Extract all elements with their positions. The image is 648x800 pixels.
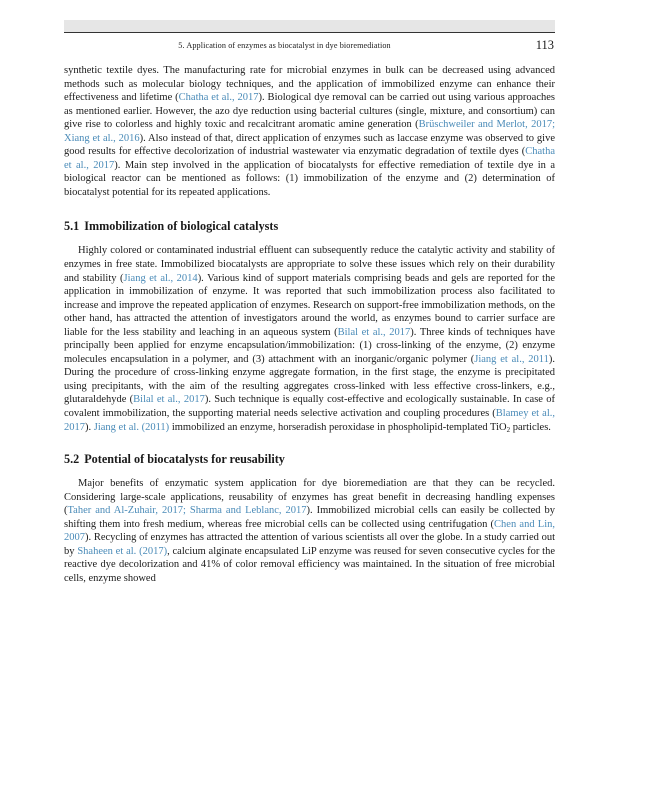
citation-link[interactable]: Bilal et al., 2017 (133, 394, 205, 406)
running-head (64, 38, 555, 54)
citation-link[interactable]: Chatha et al., 2017 (178, 92, 259, 104)
citation-link[interactable]: Taher and Al-Zuhair, 2017; Sharma and Leblanc, 2017 (67, 505, 307, 517)
section-number: 5.1 (64, 219, 80, 234)
header-shade-bar (64, 20, 555, 32)
text-run: Highly colored or contaminated industrial effluent can subsequently reduce the catalytic activity and stability of enzymes in free state. Immobilized biocatalysts are appropriate to solve these issues which rely on their durability and stability ( (64, 245, 555, 284)
text-run: particles. (510, 421, 551, 433)
text-run: ). Various kind of support materials comprising beads and gels are reported for the application in immobilization of enzyme. It was reported that such immobilization process also facilitated to increase and improve the repeated application of enzymes. Research on support-free immobilization methods, on the other hand, has attracted the attention of investigators around the world, as enzymes bound to carrier surface are liable for the less stability and leaching in an aqueous system ( (64, 272, 555, 338)
citation-link[interactable]: Shaheen et al. (2017) (77, 545, 168, 557)
citation-link[interactable]: Jiang et al., 2014 (123, 272, 198, 284)
citation-link[interactable]: Chen and Lin, 2007 (64, 518, 555, 544)
text-run: , calcium alginate encapsulated LiP enzyme was reused for seven consecutive cycles for the reactive dye decolorization and 41% of color removal efficiency was maintained. In the situation of free microbial cells, enzyme showed (64, 545, 556, 584)
section-number: 5.2 (64, 452, 80, 467)
text-run: ). During the procedure of cross-linking enzyme aggregate formation, in the first stage, the enzyme is precipitated using precipitants, with the aim of the resulting aggregates cross-linked with less effective cross-linkers, e.g., glutaraldehyde ( (64, 353, 556, 406)
section-heading-5-2 (64, 452, 555, 467)
text-run: ). Such technique is equally cost-effective and ecologically sustainable. In case of covalent immobilization, the supporting material needs selective activation and coupling procedures ( (64, 394, 555, 420)
text-run: ). Main step involved in the application of biocatalysts for effective remediation of textile dye in a biological reactor can be mentioned as follows: (1) immobilization of the enzyme and (2) determination of biocatalyst potential for its repeated applications. (64, 159, 555, 198)
citation-link[interactable]: Jiang et al., 2011 (474, 353, 549, 365)
text-run: Major benefits of enzymatic system application for dye bioremediation are that they can be recycled. Considering large-scale applications, reusability of enzymes has great benefit in decreasing handling expenses ( (64, 478, 555, 517)
text-run: synthetic textile dyes. The manufacturing rate for microbial enzymes in bulk can be decreased using advanced methods such as molecular biology techniques, and the application of immobilized enzyme can enhance their effectiveness and lifetime ( (64, 65, 555, 104)
page-body (64, 64, 555, 586)
page-number: 113 (535, 38, 554, 52)
section-5-2-paragraph (64, 477, 555, 585)
text-run: ). Immobilized microbial cells can easily be collected by shifting them into fresh medium, whereas free microbial cells can be collected using centrifugation ( (64, 505, 555, 530)
citation-link[interactable]: Jiang et al. (2011) (93, 421, 170, 433)
section-title: Potential of biocatalysts for reusability (84, 452, 285, 467)
text-run: ). Recycling of enzymes has attracted the attention of various scientists all over the globe. In a study carried out by (64, 532, 555, 557)
running-title: 5. Application of enzymes as biocatalyst in dye bioremediation (178, 41, 391, 50)
section-heading-5-1 (64, 219, 555, 234)
intro-paragraph (64, 64, 555, 199)
citation-link[interactable]: Blamey et al., 2017 (64, 408, 555, 433)
text-run: ). Three kinds of techniques have principally been applied for enzyme encapsulation/immobilization: (1) cross-linking of the enzyme, (2) enzyme molecules encapsulation in a polymer, and (3) attachment with an inorganic/organic polymer ( (64, 326, 555, 365)
text-run: ). Also instead of that, direct application of enzymes such as laccase enzyme was observed to give good results for effective decolorization of industrial wastewater via enzymatic degradation of textile dyes ( (64, 132, 555, 158)
text-run: ). Biological dye removal can be carried out using various approaches as mentioned earlier. However, the azo dye reduction using bacterial cultures (single, mixture, and consortium) can give rise to colorless and highly toxic and recalcitrant aromatic amine generation ( (64, 92, 555, 131)
citation-link[interactable]: Bilal et al., 2017 (337, 326, 411, 338)
subscript: 2 (506, 425, 511, 434)
text-run: ). (85, 421, 94, 433)
citation-link[interactable]: Brüschweiler and Merlot, 2017; Xiang et al., 2016 (64, 119, 555, 144)
section-title: Immobilization of biological catalysts (84, 219, 279, 234)
header-rule (64, 32, 555, 33)
citation-link[interactable]: Chatha et al., 2017 (64, 146, 555, 171)
text-run: immobilized an enzyme, horseradish peroxidase in phospholipid-templated TiO (169, 421, 507, 433)
section-5-1-paragraph (64, 244, 555, 434)
